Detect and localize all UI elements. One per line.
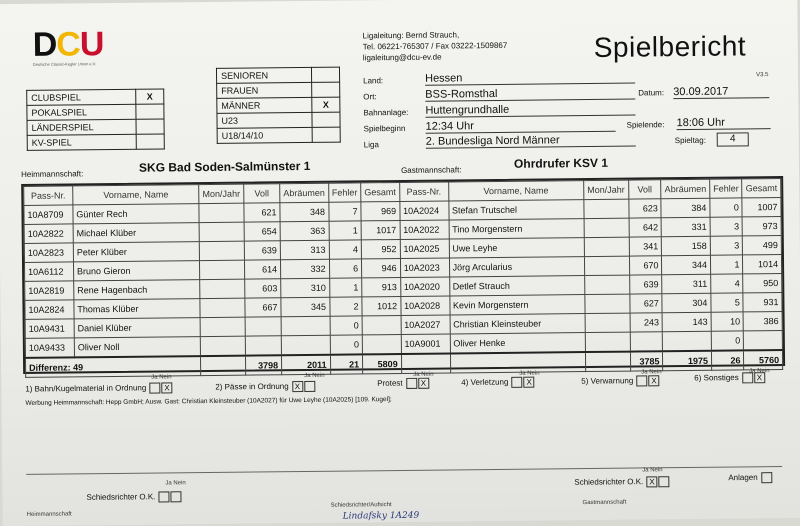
guest-voll: 639 — [629, 275, 662, 294]
check-label: Protest — [377, 378, 403, 388]
guest-gesamt — [744, 331, 783, 351]
home-fehler: 2 — [329, 297, 362, 316]
league-office-line2: Tel. 06221-765307 / Fax 03222-1509867 — [362, 40, 508, 52]
guest-voll: 627 — [629, 294, 662, 313]
home-name: Daniel Klüber — [74, 318, 201, 338]
check-label: 2) Pässe in Ordnung — [215, 381, 289, 392]
check-item — [377, 378, 429, 390]
guest-fehler: 10 — [711, 312, 744, 331]
liga-label: Liga — [363, 140, 379, 150]
home-abr — [281, 316, 330, 336]
category-label: MÄNNER — [217, 97, 312, 113]
bahnanlage-value: Huttengrundhalle — [425, 103, 635, 118]
check-no-box[interactable]: X — [418, 378, 429, 389]
ort-label: Ort: — [363, 92, 377, 102]
col-fehler: Fehler — [710, 179, 743, 198]
home-pass: 10A6112 — [24, 262, 73, 282]
guest-name: Kevin Morgenstern — [449, 295, 585, 315]
guest-name: Christian Kleinsteuber — [450, 314, 586, 334]
remarks-note: Werbung Heimmannschaft: Hepp GmbH; Ausw. Gast: Christian Kleinsteuber (10A2027) für Uwe Leyhe (10A2025) [109. Kugel]; — [25, 396, 392, 407]
league-office-line1: Ligaleitung: Bernd Strauch, — [362, 30, 460, 41]
guest-abr: 344 — [662, 255, 711, 275]
home-abr: 363 — [280, 221, 329, 241]
guest-gesamt: 931 — [743, 293, 782, 312]
guest-fehler: 3 — [710, 236, 743, 255]
home-fehler: 4 — [329, 240, 362, 259]
home-abr — [281, 335, 330, 355]
category-mark — [312, 127, 340, 142]
home-name: Rene Hagenbach — [74, 280, 201, 300]
home-gesamt: 946 — [362, 258, 401, 277]
referee-ok-left — [86, 491, 181, 503]
home-fehler: 7 — [328, 202, 361, 221]
col-abr: Abräumen — [661, 179, 710, 199]
dcu-logo: DCU — [32, 25, 104, 64]
check-label: 4) Verletzung — [461, 377, 509, 387]
home-gesamt: 1017 — [361, 221, 400, 240]
col-fehler: Fehler — [328, 183, 361, 202]
guest-voll: 341 — [629, 237, 662, 256]
anlagen-box[interactable] — [761, 472, 772, 483]
home-voll — [245, 317, 281, 336]
check-no-box[interactable]: X — [648, 375, 659, 386]
home-fehler: 0 — [330, 335, 363, 355]
home-voll: 621 — [244, 203, 280, 222]
spieltag-value: 4 — [717, 132, 749, 146]
referee-ok-right — [574, 476, 669, 488]
home-pass: 10A9433 — [25, 338, 74, 358]
guest-gesamt: 973 — [742, 217, 781, 236]
home-fehler: 1 — [329, 278, 362, 297]
home-signature-label: Heimmannschaft — [26, 511, 72, 518]
category-mark — [312, 112, 340, 127]
guest-abr — [663, 331, 712, 351]
version-label: V3.5 — [756, 72, 769, 79]
check-no-box[interactable] — [658, 476, 669, 487]
guest-voll: 623 — [628, 199, 661, 218]
logo-tagline: Deutsche Classic-Kegler Union e.V. — [32, 61, 97, 67]
check-yes-box[interactable] — [742, 372, 753, 383]
home-name: Günter Rech — [73, 204, 200, 224]
home-voll: 639 — [244, 241, 280, 260]
game-type-mark: X — [136, 89, 164, 104]
home-abr: 332 — [281, 259, 330, 279]
ja-nein-header: Ja Nein — [151, 374, 172, 381]
check-yes-box[interactable] — [512, 377, 523, 388]
guest-pass: 10A2027 — [401, 315, 450, 335]
home-name: Michael Klüber — [73, 223, 200, 243]
check-item — [215, 381, 315, 393]
home-abr: 313 — [280, 240, 329, 260]
game-type-label: CLUBSPIEL — [27, 89, 136, 105]
game-type-label: KV-SPIEL — [27, 134, 136, 150]
ja-nein-header: Ja Nein — [413, 371, 434, 378]
guest-gesamt: 1007 — [742, 198, 781, 217]
check-item — [581, 375, 659, 387]
check-item — [694, 372, 765, 384]
game-type-box — [26, 88, 165, 150]
guest-fehler: 0 — [711, 331, 744, 351]
home-voll: 667 — [245, 298, 281, 317]
home-gesamt: 969 — [361, 202, 400, 221]
guest-abr: 384 — [661, 198, 710, 218]
referee-signature-label: Schiedsrichter/Aufsicht — [330, 502, 392, 509]
footer-divider — [26, 466, 782, 475]
guest-voll: 670 — [629, 256, 662, 275]
guest-name: Stefan Trutschel — [448, 200, 584, 220]
ja-nein-header: Ja Nein — [304, 372, 325, 380]
home-gesamt: 952 — [361, 240, 400, 259]
check-yes-box[interactable]: X — [646, 476, 657, 487]
guest-gesamt: 499 — [743, 236, 782, 255]
check-label: 1) Bahn/Kugelmaterial in Ordnung — [25, 383, 147, 394]
check-label: 6) Sonstiges — [694, 373, 739, 383]
game-type-mark — [136, 104, 164, 119]
col-pass: Pass-Nr. — [24, 186, 73, 206]
ort-value: BSS-Romsthal — [425, 87, 635, 102]
category-mark — [312, 82, 340, 97]
land-value: Hessen — [425, 71, 635, 86]
home-name: Bruno Gieron — [73, 261, 200, 281]
home-pass: 10A8709 — [24, 205, 73, 225]
home-total-abr: 2011 — [282, 355, 331, 375]
category-label: U18/14/10 — [217, 127, 312, 143]
home-pass: 10A2823 — [24, 243, 73, 263]
home-abr: 348 — [280, 202, 329, 222]
guest-abr: 304 — [662, 293, 711, 313]
guest-voll: 243 — [630, 313, 663, 332]
home-fehler: 1 — [329, 221, 362, 240]
check-no-box[interactable] — [304, 381, 315, 392]
guest-fehler: 0 — [710, 198, 743, 217]
report-title: Spielbericht — [593, 30, 747, 63]
league-office — [363, 29, 508, 64]
guest-name: Tino Morgenstern — [449, 219, 585, 239]
spielbeginn-label: Spielbeginn — [363, 123, 406, 134]
score-table — [21, 176, 785, 374]
category-label: SENIOREN — [216, 67, 311, 83]
guest-abr: 331 — [661, 217, 710, 237]
home-pass: 10A2819 — [25, 281, 74, 301]
category-box — [216, 67, 341, 144]
spieltag-label: Spieltag: — [674, 135, 706, 146]
ja-nein-header: Ja Nein — [642, 467, 663, 474]
liga-value: 2. Bundesliga Nord Männer — [426, 134, 636, 149]
check-no-box[interactable]: X — [524, 377, 535, 388]
guest-voll: 642 — [629, 218, 662, 237]
datum-value: 30.09.2017 — [673, 85, 769, 99]
guest-total-abr: 1975 — [663, 351, 712, 371]
difference-cell — [25, 356, 200, 377]
home-gesamt — [362, 334, 401, 354]
home-total-gesamt: 5809 — [363, 354, 402, 374]
bahnanlage-label: Bahnanlage: — [363, 107, 409, 118]
anlagen — [728, 472, 772, 483]
check-item — [461, 377, 534, 389]
home-team-name: SKG Bad Soden-Salmünster 1 — [138, 158, 311, 175]
guest-pass: 10A2023 — [400, 258, 449, 278]
guest-total-fehler: 26 — [711, 350, 744, 370]
home-gesamt — [362, 315, 401, 334]
spielbeginn-value: 12:34 Uhr — [426, 119, 616, 134]
col-voll: Voll — [243, 184, 279, 203]
home-fehler: 6 — [329, 259, 362, 278]
home-voll: 654 — [244, 222, 280, 241]
home-voll: 603 — [244, 279, 280, 298]
home-gesamt: 913 — [362, 277, 401, 296]
guest-abr: 311 — [662, 274, 711, 294]
guest-total-gesamt: 5760 — [744, 350, 783, 370]
guest-fehler: 1 — [710, 255, 743, 274]
home-voll: 614 — [244, 260, 280, 279]
guest-fehler: 4 — [711, 274, 744, 293]
guest-fehler: 3 — [710, 217, 743, 236]
check-no-box[interactable]: X — [754, 372, 765, 383]
col-voll: Voll — [628, 180, 661, 199]
ja-nein-header: Ja Nein — [749, 368, 770, 375]
col-name: Vorname, Name — [73, 185, 200, 205]
col-name: Vorname, Name — [448, 181, 584, 201]
guest-name: Uwe Leyhe — [449, 238, 585, 258]
guest-gesamt: 386 — [743, 312, 782, 331]
home-pass: 10A2824 — [25, 300, 74, 320]
check-yes-box[interactable] — [406, 378, 417, 389]
guest-name: Jörg Arcularius — [449, 257, 585, 277]
check-no-box[interactable] — [171, 491, 182, 502]
home-abr: 310 — [281, 278, 330, 298]
guest-signature-label: Gastmannschaft — [582, 499, 627, 507]
difference-label: Differenz: — [29, 362, 71, 373]
col-gesamt: Gesamt — [742, 179, 781, 198]
home-pass: 10A2822 — [24, 224, 73, 244]
guest-abr: 143 — [662, 312, 711, 332]
guest-pass: 10A2025 — [400, 239, 449, 259]
home-abr: 345 — [281, 297, 330, 317]
home-pass: 10A9431 — [25, 319, 74, 339]
home-name: Oliver Noll — [74, 337, 201, 358]
col-gesamt: Gesamt — [361, 183, 400, 202]
land-label: Land: — [363, 76, 384, 86]
home-name: Peter Klüber — [73, 242, 200, 262]
category-mark — [311, 67, 339, 82]
guest-fehler: 5 — [711, 293, 744, 312]
col-year: Mon/Jahr — [199, 184, 244, 203]
home-voll — [245, 336, 281, 356]
guest-name: Detlef Strauch — [449, 276, 585, 296]
col-abr: Abräumen — [280, 183, 329, 203]
game-type-label: POKALSPIEL — [27, 104, 136, 120]
col-year: Mon/Jahr — [584, 180, 629, 199]
guest-pass: 10A2028 — [400, 296, 449, 316]
category-mark: X — [312, 97, 340, 112]
datum-label: Datum: — [638, 88, 665, 98]
category-label: U23 — [217, 112, 312, 128]
anlagen-label: Anlagen — [728, 472, 758, 483]
check-yes-box[interactable] — [636, 375, 647, 386]
home-label: Heimmannschaft: — [21, 169, 84, 179]
guest-abr: 158 — [662, 236, 711, 256]
guest-gesamt: 1014 — [743, 255, 782, 274]
guest-pass: 10A9001 — [401, 334, 450, 354]
game-type-label: LÄNDERSPIEL — [27, 119, 136, 135]
home-name: Thomas Klüber — [74, 299, 201, 319]
ja-nein-header: Ja Nein — [165, 480, 186, 487]
game-type-mark — [136, 134, 164, 149]
referee-ok-label: Schiedsrichter O.K. — [86, 492, 156, 502]
referee-signature: Lindafsky 1A249 — [342, 510, 420, 522]
col-pass: Pass-Nr. — [399, 182, 448, 202]
referee-ok-label: Schiedsrichter O.K. — [574, 477, 644, 487]
guest-voll — [630, 332, 663, 352]
check-label: 5) Verwarnung — [581, 376, 634, 386]
check-item — [25, 382, 172, 395]
guest-team-name: Ohrdrufer KSV 1 — [513, 155, 609, 171]
league-office-email: ligaleitung@dcu-ev.de — [362, 52, 442, 63]
ja-nein-header: Ja Nein — [641, 369, 662, 376]
ja-nein-header: Ja Nein — [519, 370, 540, 377]
home-total-voll: 3798 — [245, 355, 281, 375]
spielende-value: 18:06 Uhr — [677, 116, 771, 130]
spielende-label: Spielende: — [626, 120, 665, 130]
category-label: FRAUEN — [217, 82, 312, 98]
check-yes-box[interactable]: X — [292, 381, 303, 392]
home-gesamt: 1012 — [362, 296, 401, 315]
check-no-box[interactable]: X — [161, 382, 172, 393]
home-fehler: 0 — [330, 316, 363, 335]
guest-pass: 10A2024 — [399, 201, 448, 221]
game-type-mark — [136, 119, 164, 134]
difference-value: 49 — [73, 362, 84, 373]
guest-pass: 10A2022 — [400, 220, 449, 240]
home-total-fehler: 21 — [330, 354, 363, 374]
check-yes-box[interactable] — [159, 491, 170, 502]
guest-pass: 10A2020 — [400, 277, 449, 297]
guest-name: Oliver Henke — [450, 333, 586, 354]
guest-gesamt: 950 — [743, 274, 782, 293]
guest-total-voll: 3785 — [630, 351, 663, 371]
check-yes-box[interactable] — [149, 383, 160, 394]
guest-label: Gastmannschaft: — [401, 165, 462, 175]
